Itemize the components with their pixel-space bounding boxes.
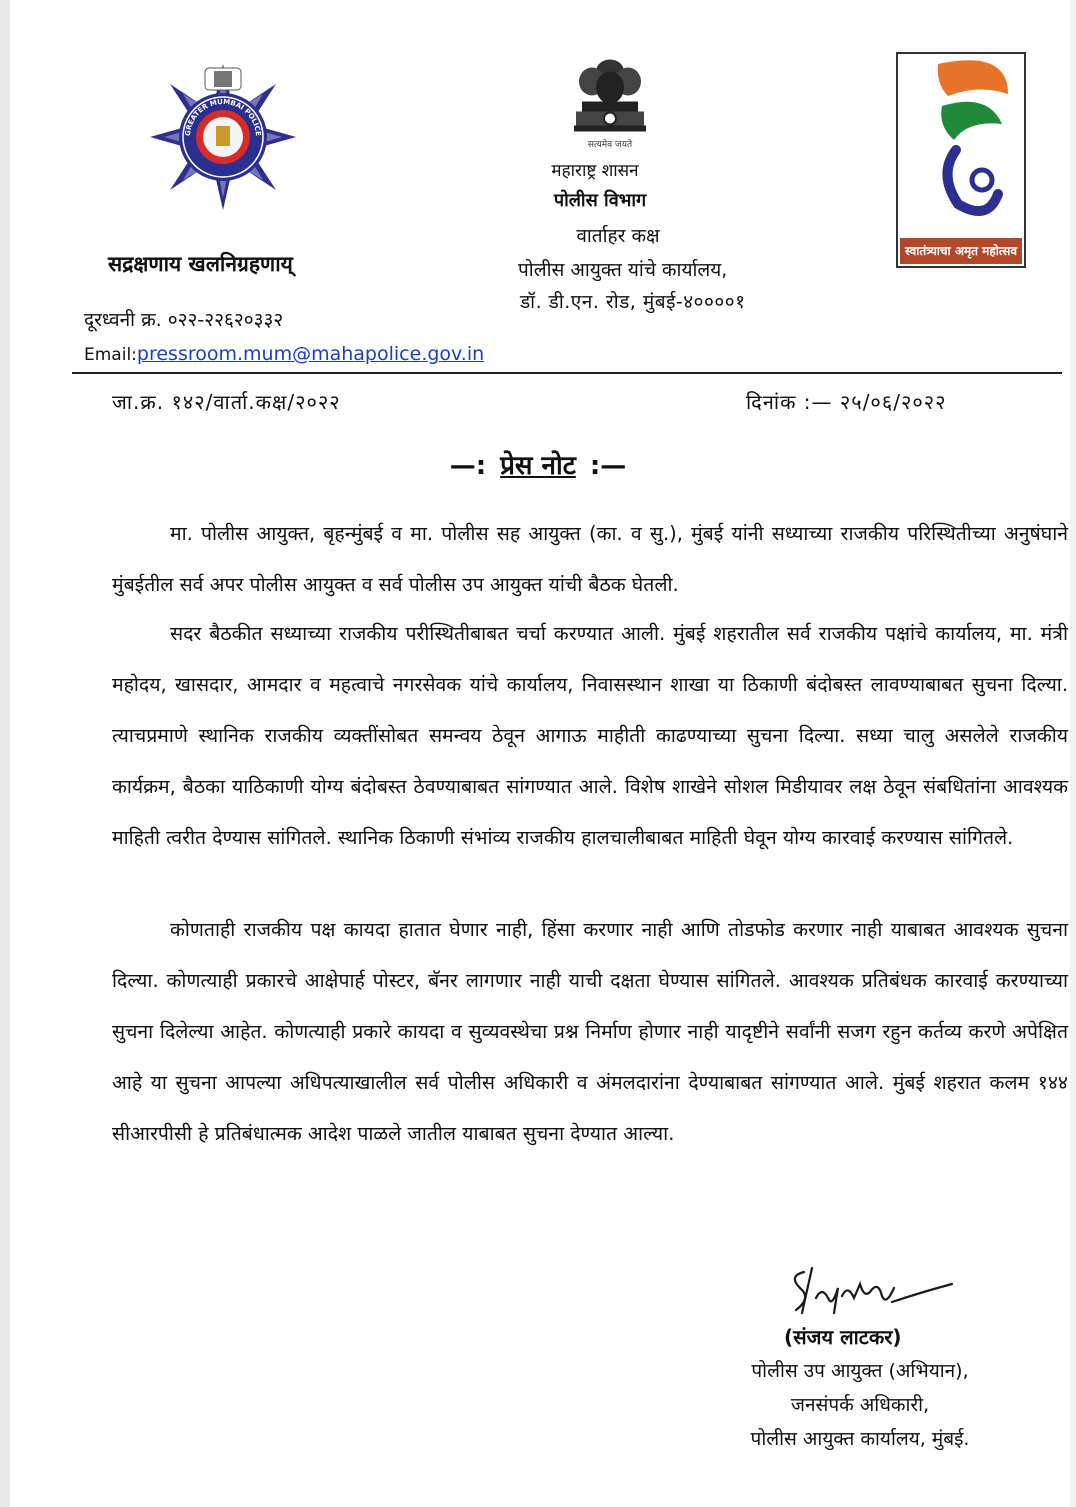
paragraph-1-text: मा. पोलीस आयुक्त, बृहन्मुंबई व मा. पोलीस सह आयुक्त (का. व सु.), मुंबई यांनी सध्याच्या राजकीय परिस्थितीच्या अनुषंघाने मुंबईतील सर्व अपर पोलीस आयुक्त व सर्व पोलीस उप आयुक्त यांची बैठक घेतली.: [112, 522, 1068, 596]
press-note-title: [0, 446, 1076, 482]
title-main: प्रेस नोट: [500, 451, 576, 481]
paragraph-2-text: सदर बैठकीत सध्याच्या राजकीय परीस्थितीबाबत चर्चा करण्यात आली. मुंबई शहरातील सर्व राजकीय पक्षांचे कार्यालय, मा. मंत्री महोदय, खासदार, आमदार व महत्वाचे नगरसेवक यांचे कार्यालय, निवासस्थान शाखा या ठिकाणी बंदोबस्त लावण्याबाबत सुचना दिल्या. त्याचप्रमाणे स्थानिक राजकीय व्यक्तींसोबत समन्वय ठेवून आगाऊ माहीती काढण्याच्या सुचना दिल्या. सध्या चालु असलेले राजकीय कार्यक्रम, बैठका याठिकाणी योग्य बंदोबस्त ठेवण्याबाबत सांगण्यात आले. विशेष शाखेने सोशल मिडीयावर लक्ष ठेवून संबधितांना आवश्यक माहिती त्वरीत देण्यास सांगितले. स्थानिक ठिकाणी संभांव्य राजकीय हालचालीबाबत माहिती घेवून योग्य कारवाई करण्यास सांगितले.: [112, 622, 1068, 849]
title-suffix: :—: [589, 451, 627, 481]
paragraph-3: [112, 904, 1068, 1159]
government-name: महाराष्ट्र शासन: [551, 161, 639, 181]
signatory-name: (संजय लाटकर): [784, 1325, 902, 1349]
page-left-edge: [0, 0, 10, 1507]
email-line: [84, 343, 484, 365]
press-cell: वार्ताहर कक्ष: [576, 225, 660, 247]
amrit-mahotsav-logo: [896, 52, 1026, 268]
signatory-office: पोलीस आयुक्त कार्यालय, मुंबई.: [750, 1428, 970, 1450]
title-prefix: —:: [449, 451, 487, 481]
department-name: पोलीस विभाग: [553, 190, 647, 211]
reference-number: जा.क्र. १४२/वार्ता.कक्ष/२०२२: [112, 390, 341, 414]
email-label: Email:: [84, 345, 137, 365]
office-address: डॉ. डी.एन. रोड, मुंबई-४००००१: [520, 291, 746, 313]
paragraph-1: [112, 508, 1068, 610]
office-name: पोलीस आयुक्त यांचे कार्यालय,: [518, 259, 728, 281]
page-right-edge: [1070, 0, 1076, 1507]
document-date: दिनांक :— २५/०६/२०२२: [746, 390, 947, 414]
satyamev-jayate: सत्यमेव जयते: [587, 140, 633, 150]
amrit-mahotsav-text: स्वातंत्र्याचा अमृत महोत्सव: [900, 238, 1022, 264]
motto: सद्रक्षणाय खलनिग्रहणाय्: [108, 252, 293, 276]
emblem-text: GREATER MUMBAI POLICE: [183, 97, 263, 137]
email-link[interactable]: pressroom.mum@mahapolice.gov.in: [136, 343, 485, 365]
signatory-details: [680, 1354, 1040, 1456]
mumbai-police-emblem: [148, 62, 298, 212]
phone-number: दूरध्वनी क्र. ०२२-२२६२०३३२: [84, 309, 284, 331]
paragraph-3-text: कोणताही राजकीय पक्ष कायदा हातात घेणार नाही, हिंसा करणार नाही आणि तोडफोड करणार नाही याबाबत आवश्यक सुचना दिल्या. कोणत्याही प्रकारचे आक्षेपार्ह पोस्टर, बॅनर लागणार नाही याची दक्षता घेण्यास सांगितले. आवश्यक प्रतिबंधक कारवाई करण्याच्या सुचना दिलेल्या आहेत. कोणत्याही प्रकारे कायदा व सुव्यवस्थेचा प्रश्न निर्माण होणार नाही यादृष्टीने सर्वांनी सजग रहुन कर्तव्य करणे अपेक्षित आहे या सुचना आपल्या अधिपत्याखालील सर्व पोलीस अधिकारी व अंमलदारांना देण्याबाबत सांगण्यात आले. मुंबई शहरात कलम १४४ सीआरपीसी हे प्रतिबंधात्मक आदेश पाळले जातील याबाबत सुचना देण्यात आल्या.: [112, 918, 1068, 1145]
paragraph-2: [112, 608, 1068, 863]
signatory-designation: पोलीस उप आयुक्त (अभियान),: [751, 1360, 969, 1382]
signatory-role: जनसंपर्क अधिकारी,: [790, 1394, 930, 1416]
header-divider: [72, 372, 1062, 374]
amrit-mahotsav-graphic: [898, 54, 1024, 238]
handwritten-signature: [782, 1258, 962, 1318]
